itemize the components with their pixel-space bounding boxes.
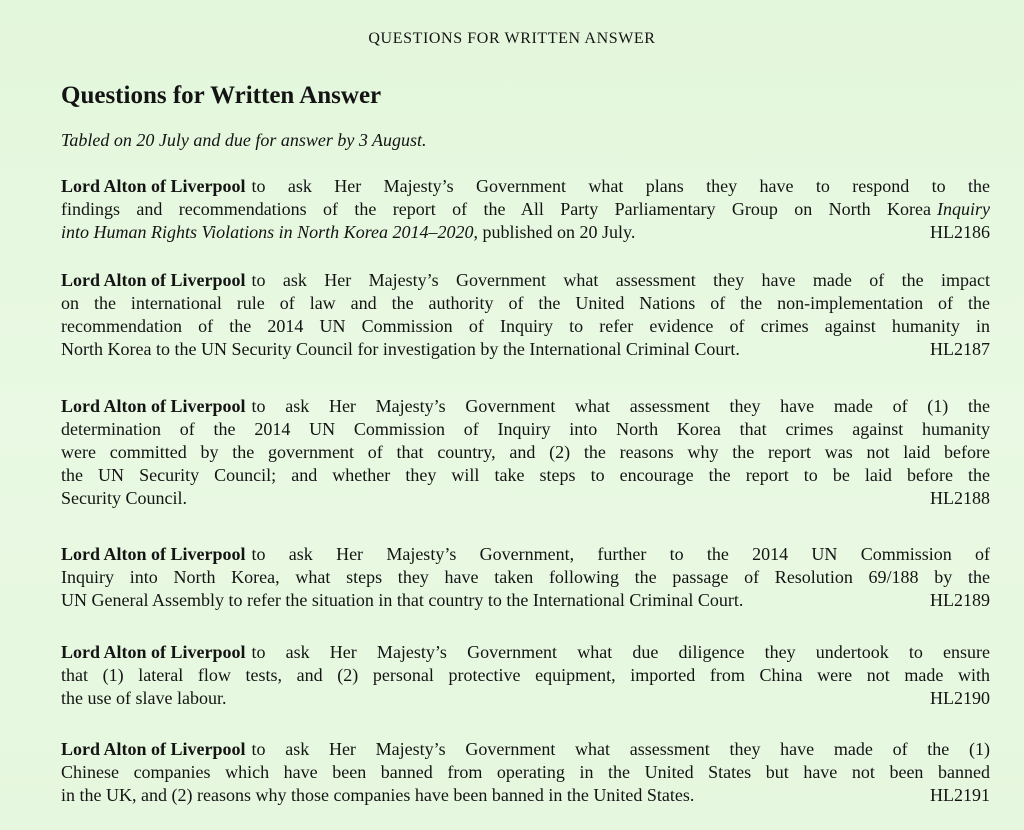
question-asker: Lord Alton of Liverpool <box>61 544 246 564</box>
question-text: to ask Her Majesty’s Government what due diligence they undertook to ensure <box>251 642 990 662</box>
question-hl2189 <box>61 543 990 612</box>
question-text: the UN Security Council; and whether they will take steps to encourage the report to be laid before the <box>61 465 990 485</box>
question-asker: Lord Alton of Liverpool <box>61 739 246 759</box>
question-reference: HL2186 <box>930 222 990 242</box>
question-report-title: Inquiry <box>937 199 990 219</box>
question-line <box>61 738 990 761</box>
question-hl2187 <box>61 269 990 361</box>
question-asker: Lord Alton of Liverpool <box>61 270 246 290</box>
question-hl2191 <box>61 738 990 807</box>
question-text: were committed by the government of that country, and (2) the reasons why the report was not laid before <box>61 442 990 462</box>
running-head: QUESTIONS FOR WRITTEN ANSWER <box>368 30 656 47</box>
question-line <box>61 269 990 292</box>
question-text: to ask Her Majesty’s Government what assessment they have made of the impact <box>251 270 990 290</box>
question-reference: HL2187 <box>930 339 990 359</box>
question-hl2190 <box>61 641 990 710</box>
question-line <box>61 687 990 710</box>
question-line <box>61 338 990 361</box>
question-report-title: into Human Rights Violations in North Korea 2014–2020 <box>61 222 474 242</box>
question-line <box>61 395 990 418</box>
question-text: in the UK, and (2) reasons why those companies have been banned in the United States. <box>61 785 695 805</box>
question-text: to ask Her Majesty’s Government, further to the 2014 UN Commission of <box>251 544 990 564</box>
question-reference: HL2190 <box>930 688 990 708</box>
question-text: findings and recommendations of the report of the All Party Parliamentary Group on North Korea <box>61 199 931 219</box>
question-line <box>61 198 990 221</box>
question-reference: HL2189 <box>930 590 990 610</box>
tabled-note: Tabled on 20 July and due for answer by 3 August. <box>61 130 427 150</box>
question-text: determination of the 2014 UN Commission of Inquiry into North Korea that crimes against humanity <box>61 419 990 439</box>
question-asker: Lord Alton of Liverpool <box>61 176 246 196</box>
question-text: to ask Her Majesty’s Government what assessment they have made of (1) the <box>251 396 990 416</box>
question-text: that (1) lateral flow tests, and (2) personal protective equipment, imported from China were not made with <box>61 665 990 685</box>
question-text: to ask Her Majesty’s Government what plans they have to respond to the <box>251 176 990 196</box>
question-text: North Korea to the UN Security Council for investigation by the International Criminal Court. <box>61 339 740 359</box>
question-line <box>61 543 990 566</box>
question-line <box>61 175 990 198</box>
question-asker: Lord Alton of Liverpool <box>61 396 246 416</box>
question-text: UN General Assembly to refer the situation in that country to the International Criminal Court. <box>61 590 744 610</box>
question-asker: Lord Alton of Liverpool <box>61 642 246 662</box>
question-text: Security Council. <box>61 488 187 508</box>
question-text: the use of slave labour. <box>61 688 227 708</box>
question-text: recommendation of the 2014 UN Commission of Inquiry to refer evidence of crimes against humanity in <box>61 316 990 336</box>
question-text: Chinese companies which have been banned from operating in the United States but have not been banned <box>61 762 990 782</box>
question-hl2186 <box>61 175 990 244</box>
question-line <box>61 589 990 612</box>
question-reference: HL2188 <box>930 488 990 508</box>
question-line <box>61 784 990 807</box>
section-title: Questions for Written Answer <box>61 82 382 109</box>
question-text: to ask Her Majesty’s Government what assessment they have made of the (1) <box>251 739 990 759</box>
question-line <box>61 641 990 664</box>
question-line <box>61 221 990 244</box>
question-text: , published on 20 July. <box>473 222 636 242</box>
question-hl2188 <box>61 395 990 510</box>
question-text: on the international rule of law and the authority of the United Nations of the non-implementation of the <box>61 293 990 313</box>
question-text: Inquiry into North Korea, what steps they have taken following the passage of Resolution 69/188 by the <box>61 567 990 587</box>
question-line <box>61 487 990 510</box>
question-reference: HL2191 <box>930 785 990 805</box>
